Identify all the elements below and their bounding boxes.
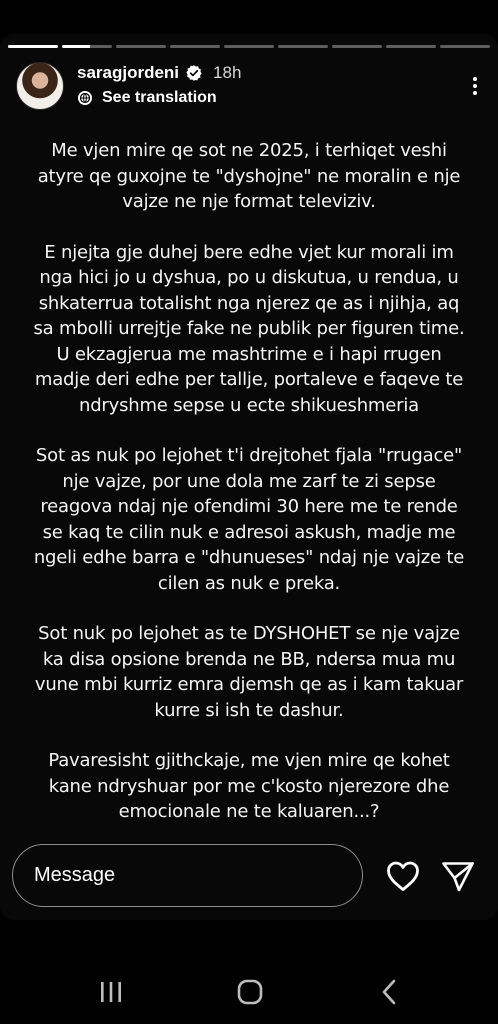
more-vertical-icon [473, 77, 477, 81]
home-icon [235, 977, 265, 1007]
story-paragraph-2: E njejta gje duhej bere edhe vjet kur morali im nga hici jo u dyshua, po u diskutua, u rendua, u shkaterrua totalisht nga njerez qe as i njihja, aq sa mbolli urrejtje fake ne publik per figuren time. U ekzagjerua me mashtrime e i hapi rrugen madje deri edhe per tallje, portaleve e faqeve te ndryshme sepse u ecte shikueshmeria [33, 241, 465, 416]
like-button[interactable] [385, 859, 421, 893]
story-progress-bar [8, 45, 490, 48]
story-viewer[interactable] [0, 34, 498, 920]
heart-icon [385, 859, 421, 893]
progress-segment [278, 45, 328, 48]
progress-segment [116, 45, 166, 48]
more-options-button[interactable] [464, 66, 486, 106]
back-icon [375, 977, 405, 1007]
see-translation-button[interactable] [77, 88, 217, 108]
send-button[interactable] [440, 859, 476, 893]
story-paragraph-1: Me vjen mire qe sot ne 2025, i terhiqet veshi atyre qe guxojne te "dyshojne" ne moralin e nje vajze ne nje format televiziv. [37, 140, 461, 212]
verified-badge-icon [185, 64, 203, 82]
progress-segment-fill [8, 45, 58, 48]
story-paragraph-4: Sot nuk po lejohet as te DYSHOHET se nje vajze ka disa opsione brenda ne BB, ndersa mua mu vune mbi kurriz emra djemsh qe as i kam takuar kurre si ish te dashur. [34, 623, 464, 721]
progress-segment [8, 45, 58, 48]
progress-segment-fill [62, 45, 90, 48]
progress-segment [224, 45, 274, 48]
progress-segment [440, 45, 490, 48]
avatar[interactable] [16, 62, 64, 110]
message-input[interactable] [12, 844, 363, 907]
see-translation-label: See translation [102, 89, 217, 106]
reply-bar [0, 844, 498, 912]
progress-segment [386, 45, 436, 48]
translate-globe-icon [77, 90, 93, 106]
system-navigation-bar [0, 940, 498, 1024]
post-time: 18h [213, 63, 242, 82]
back-button[interactable] [375, 977, 405, 1007]
progress-segment [332, 45, 382, 48]
recent-apps-icon [96, 977, 126, 1007]
progress-segment [62, 45, 112, 48]
story-header [16, 58, 482, 110]
story-text [30, 138, 468, 850]
progress-segment [170, 45, 220, 48]
recent-apps-button[interactable] [96, 977, 126, 1007]
user-row [77, 62, 241, 84]
story-paragraph-3: Sot as nuk po lejohet t'i drejtohet fjala "rrugace" nje vajze, por une dola me zarf te zi sepse reagova ndaj nje ofendimi 30 here me te rende se kaq te cilin nuk e adresoi askush, madje me ngeli edhe barra e "dhunueses" ndaj nje vajze te cilen as nuk e preka. [33, 445, 465, 594]
send-icon [440, 859, 476, 893]
story-paragraph-5: Pavaresisht gjithckaje, me vjen mire qe kohet kane ndryshuar por me c'kosto njerezore dhe emocionale ne te kaluaren...? [48, 750, 450, 822]
username[interactable]: saragjordeni [77, 63, 180, 82]
home-button[interactable] [235, 977, 265, 1007]
